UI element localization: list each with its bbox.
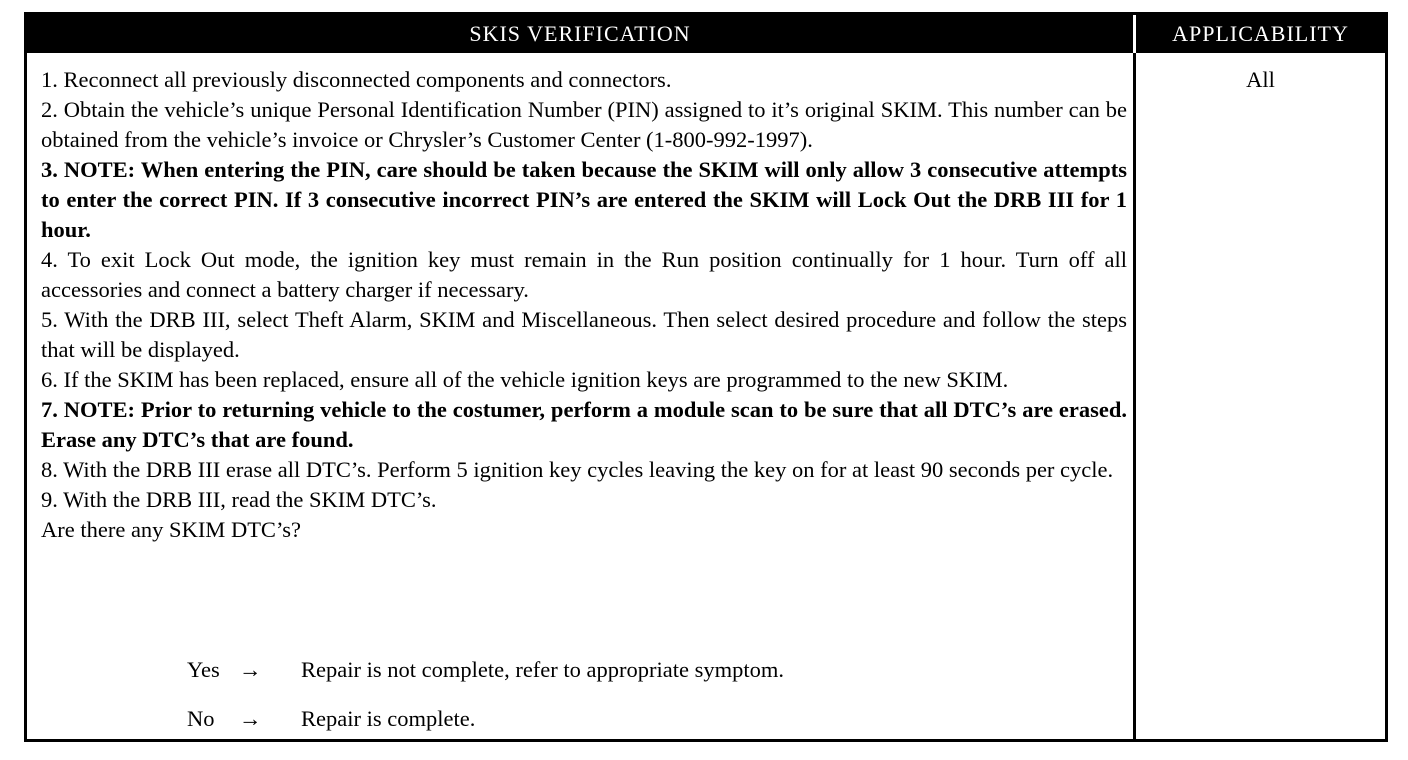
applicability-header: APPLICABILITY — [1136, 15, 1385, 53]
step-9: 9. With the DRB III, read the SKIM DTC’s. — [41, 487, 437, 512]
column-divider — [1133, 53, 1136, 739]
option-no — [187, 704, 784, 734]
step-4: 4. To exit Lock Out mode, the ignition key must remain in the Run position continually for 1 hour. Turn off all accessories and connect a battery charger if necessary. — [41, 247, 1127, 302]
step-5: 5. With the DRB III, select Theft Alarm, SKIM and Miscellaneous. Then select desired procedure and follow the steps that will be displayed. — [41, 307, 1127, 362]
step-6: 6. If the SKIM has been replaced, ensure all of the vehicle ignition keys are programmed to the new SKIM. — [41, 367, 1009, 392]
applicability-value: All — [1246, 67, 1275, 92]
step-1: 1. Reconnect all previously disconnected components and connectors. — [41, 67, 672, 92]
question: Are there any SKIM DTC’s? — [41, 517, 301, 542]
step-7-note: 7. NOTE: Prior to returning vehicle to the costumer, perform a module scan to be sure that all DTC’s are erased. Erase any DTC’s that are found. — [41, 397, 1127, 452]
step-8: 8. With the DRB III erase all DTC’s. Perform 5 ignition key cycles leaving the key on for at least 90 seconds per cycle. — [41, 457, 1114, 482]
option-no-label: No — [187, 706, 215, 731]
option-yes — [187, 655, 784, 685]
option-yes-label: Yes — [187, 657, 220, 682]
arrow-right-icon: → — [239, 706, 262, 731]
option-yes-result: Repair is not complete, refer to appropriate symptom. — [301, 657, 784, 682]
steps-list — [41, 65, 1127, 545]
arrow-right-icon: → — [239, 657, 262, 682]
verification-table — [24, 12, 1388, 742]
option-no-result: Repair is complete. — [301, 706, 476, 731]
step-2: 2. Obtain the vehicle’s unique Personal Identification Number (PIN) assigned to it’s original SKIM. This number can be obtained from the vehicle’s invoice or Chrysler’s Customer Center (1-800-992-1997). — [41, 97, 1127, 152]
answer-options — [187, 655, 784, 753]
verification-header: SKIS VERIFICATION — [27, 15, 1133, 53]
step-3-note: 3. NOTE: When entering the PIN, care should be taken because the SKIM will only allow 3 consecutive attempts to enter the correct PIN. If 3 consecutive incorrect PIN’s are entered the SKIM will Lock Out the DRB III for 1 hour. — [41, 157, 1127, 242]
